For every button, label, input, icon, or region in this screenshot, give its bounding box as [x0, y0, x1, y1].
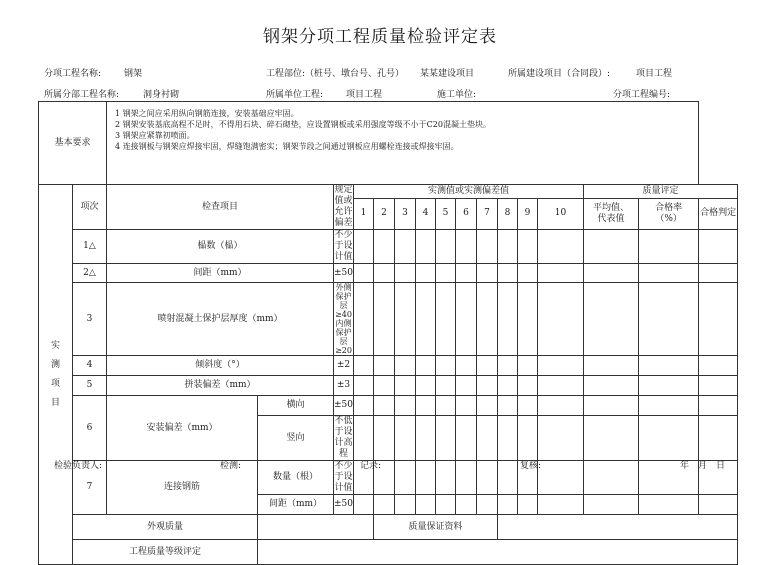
measure-col-6: 6	[456, 198, 477, 229]
date-label: 年 月 日	[680, 461, 726, 471]
row-sub-item: 横向	[258, 396, 334, 416]
row-spec: ±50	[334, 264, 354, 283]
row-sub-item: 间距（mm）	[258, 495, 334, 515]
requirement-line: 3 钢架应紧靠初喷面。	[115, 131, 195, 140]
table-row	[39, 356, 738, 376]
measured-items-text: 实测项目	[50, 340, 60, 408]
row-item: 榀数（榀）	[107, 230, 334, 264]
row-no: 6	[73, 396, 107, 461]
measure-col-7: 7	[477, 198, 498, 229]
row-spec: ±2	[334, 356, 354, 376]
row-spec: 不少于设计值	[334, 461, 353, 493]
measure-col-3: 3	[395, 198, 416, 229]
table-row	[39, 376, 738, 396]
row-no: 3	[73, 283, 107, 356]
col-quality: 质量评定	[584, 185, 738, 199]
row-item: 连接钢筋	[107, 461, 258, 515]
assurance-label: 质量保证资料	[374, 515, 498, 540]
evaluation-table	[38, 101, 738, 565]
grade-label: 工程质量等级评定	[73, 540, 258, 565]
row-sub-item: 竖向	[258, 416, 334, 461]
col-spec: 规定值或允许偏差	[334, 185, 353, 228]
row-item: 安装偏差（mm）	[107, 396, 258, 461]
row-no: 4	[73, 356, 107, 376]
page-title: 钢架分项工程质量检验评定表	[263, 27, 497, 47]
recorder-label: 记录:	[360, 461, 382, 471]
row-spec-line: 外侧保护层≥40	[335, 283, 352, 319]
row-spec-line: 内侧保护层≥20	[335, 319, 352, 355]
row-no: 2△	[73, 264, 107, 283]
code-label: 分项工程编号:	[613, 90, 671, 100]
table-row	[39, 230, 738, 264]
col-avg: 平均值、代表值	[584, 198, 639, 229]
row-sub-item: 数量（根）	[258, 461, 334, 495]
sub-project-value: 钢架	[124, 69, 143, 79]
row-no: 5	[73, 376, 107, 396]
row-item: 倾斜度（°）	[107, 356, 334, 376]
row-spec: ±50	[334, 396, 354, 416]
detector-label: 检测:	[220, 461, 242, 471]
unit-value: 项目工程	[346, 90, 383, 100]
requirement-line: 1 钢架之间应采用纵向钢筋连接，安装基础应牢固。	[115, 109, 299, 118]
row-item: 喷射混凝土保护层厚度（mm）	[107, 283, 334, 356]
measure-col-4: 4	[416, 198, 436, 229]
row-spec: ±3	[334, 376, 354, 396]
row-spec: 不少于设计值	[334, 230, 353, 262]
contractor-label: 施工单位:	[437, 90, 477, 100]
col-measured: 实测值或实测偏差值	[354, 185, 584, 199]
measure-col-5: 5	[436, 198, 456, 229]
measure-col-8: 8	[498, 198, 518, 229]
basic-requirements-text	[107, 102, 699, 185]
measure-col-9: 9	[518, 198, 538, 229]
measure-col-1: 1	[354, 198, 374, 229]
construction-label: 所属建设项目（合同段）:	[508, 69, 611, 79]
sub-project-label: 分项工程名称:	[44, 69, 102, 79]
unit-label: 所属单位工程:	[266, 90, 324, 100]
row-no: 1△	[73, 230, 107, 264]
table-row	[39, 283, 738, 356]
row-spec: ±50	[334, 495, 354, 515]
row-item: 间距（mm）	[107, 264, 334, 283]
row-spec	[334, 283, 354, 356]
measure-col-10: 10	[538, 198, 584, 229]
location-value: 某某建设项目	[420, 69, 475, 79]
col-pass-rate: 合格率（%）	[639, 198, 699, 229]
row-item: 拼装偏差（mm）	[107, 376, 334, 396]
table-row	[39, 396, 738, 416]
division-value: 洞身衬砌	[143, 90, 180, 100]
measure-col-2: 2	[374, 198, 395, 229]
reviewer-label: 复核:	[520, 461, 542, 471]
appearance-label: 外观质量	[73, 515, 258, 540]
row-no: 7	[73, 461, 107, 515]
requirement-line: 2 钢架安装基底高程不足时，不得用石块、碎石砌垫，应设置钢板或采用强度等级不小于C20混凝土垫块。	[115, 120, 491, 129]
requirement-line: 4 连接钢板与钢架应焊接牢固，焊缝饱满密实；钢架节段之间通过钢板应用螺栓连接或焊接牢固。	[115, 142, 459, 151]
construction-value: 项目工程	[636, 69, 673, 79]
inspector-label: 检验负责人:	[54, 461, 103, 471]
location-label: 工程部位:（桩号、墩台号、孔号）	[266, 69, 405, 79]
col-check-item: 检查项目	[107, 185, 334, 230]
col-judgement: 合格判定	[699, 198, 738, 229]
measured-items-label	[39, 185, 73, 565]
table-row	[39, 264, 738, 283]
basic-requirements-label: 基本要求	[39, 102, 107, 185]
col-item-no: 项次	[73, 185, 107, 230]
table-row	[39, 461, 738, 495]
row-spec: 不低于设计高程	[334, 416, 353, 459]
division-label: 所属分部工程名称:	[44, 90, 120, 100]
